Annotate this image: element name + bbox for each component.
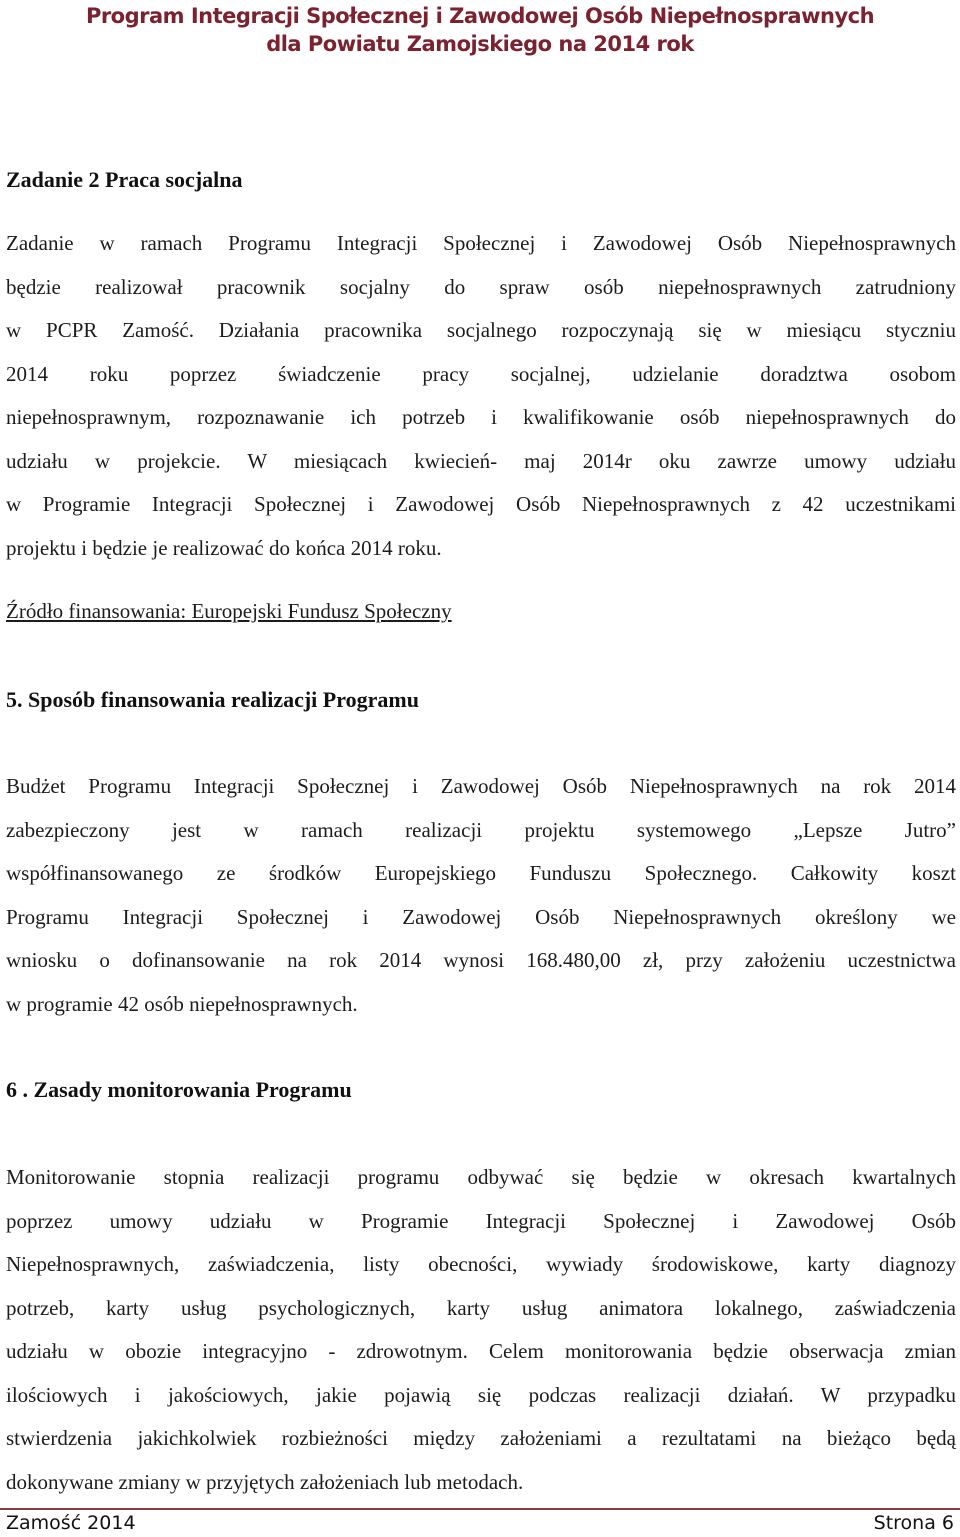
text-line: współfinansowanego ze środków Europejskiego Funduszu Społecznego. Całkowity koszt <box>6 861 956 885</box>
text-line: Niepełnosprawnych, zaświadczenia, listy obecności, wywiady środowiskowe, karty diagnozy <box>6 1252 956 1276</box>
task2-paragraph <box>6 222 956 570</box>
text-line: zabezpieczony jest w ramach realizacji projektu systemowego „Lepsze Jutro” <box>6 817 956 842</box>
page-header <box>0 2 960 58</box>
page-footer <box>0 1508 960 1537</box>
text-line: wniosku o dofinansowanie na rok 2014 wynosi 168.480,00 zł, przy założeniu uczestnictwa <box>6 948 956 972</box>
text-line: stwierdzenia jakichkolwiek rozbieżności między założeniami a rezultatami na bieżąco będą <box>6 1426 956 1450</box>
text-line: w PCPR Zamość. Działania pracownika socjalnego rozpoczynają się w miesiącu styczniu <box>6 318 956 342</box>
header-title-line1: Program Integracji Społecznej i Zawodowej Osób Niepełnosprawnych <box>85 4 875 28</box>
funding-source-text: Źródło finansowania: Europejski Fundusz Społeczny <box>6 599 452 623</box>
text-line: poprzez umowy udziału w Programie Integracji Społecznej i Zawodowej Osób <box>6 1208 956 1233</box>
header-title-line2: dla Powiatu Zamojskiego na 2014 rok <box>266 32 694 56</box>
text-line: dokonywane zmiany w przyjętych założeniach lub metodach. <box>6 1469 524 1494</box>
section6-paragraph <box>6 1156 956 1504</box>
footer-place-year: Zamość 2014 <box>6 1512 136 1534</box>
text-line: Zadanie w ramach Programu Integracji Społecznej i Zawodowej Osób Niepełnosprawnych <box>6 231 956 255</box>
text-line: potrzeb, karty usług psychologicznych, karty usług animatora lokalnego, zaświadczenia <box>6 1295 956 1320</box>
text-line: udziału w projekcie. W miesiącach kwiecień- maj 2014r oku zawrze umowy udziału <box>6 448 956 473</box>
section6-heading: 6 . Zasady monitorowania Programu <box>6 1077 352 1102</box>
section5-paragraph <box>6 765 956 1026</box>
text-line: niepełnosprawnym, rozpoznawanie ich potrzeb i kwalifikowanie osób niepełnosprawnych do <box>6 405 956 429</box>
text-line: Budżet Programu Integracji Społecznej i Zawodowej Osób Niepełnosprawnych na rok 2014 <box>6 774 956 798</box>
text-line: Programu Integracji Społecznej i Zawodowej Osób Niepełnosprawnych określony we <box>6 904 956 929</box>
text-line: ilościowych i jakościowych, jakie pojawią się podczas realizacji działań. W przypadku <box>6 1382 956 1407</box>
section5-heading: 5. Sposób finansowania realizacji Programu <box>6 687 419 712</box>
text-line: w Programie Integracji Społecznej i Zawodowej Osób Niepełnosprawnych z 42 uczestnikami <box>6 492 956 516</box>
text-line: projektu i będzie je realizować do końca 2014 roku. <box>6 535 442 560</box>
footer-page-number: Strona 6 <box>873 1512 954 1534</box>
text-line: Monitorowanie stopnia realizacji programu odbywać się będzie w okresach kwartalnych <box>6 1165 956 1189</box>
text-line: udziału w obozie integracyjno - zdrowotnym. Celem monitorowania będzie obserwacja zmian <box>6 1339 956 1363</box>
funding-source-line <box>6 590 956 634</box>
task2-heading: Zadanie 2 Praca socjalna <box>6 167 243 192</box>
text-line: 2014 roku poprzez świadczenie pracy socjalnej, udzielanie doradztwa osobom <box>6 361 956 386</box>
text-line: w programie 42 osób niepełnosprawnych. <box>6 991 358 1016</box>
text-line: będzie realizował pracownik socjalny do spraw osób niepełnosprawnych zatrudniony <box>6 274 956 299</box>
